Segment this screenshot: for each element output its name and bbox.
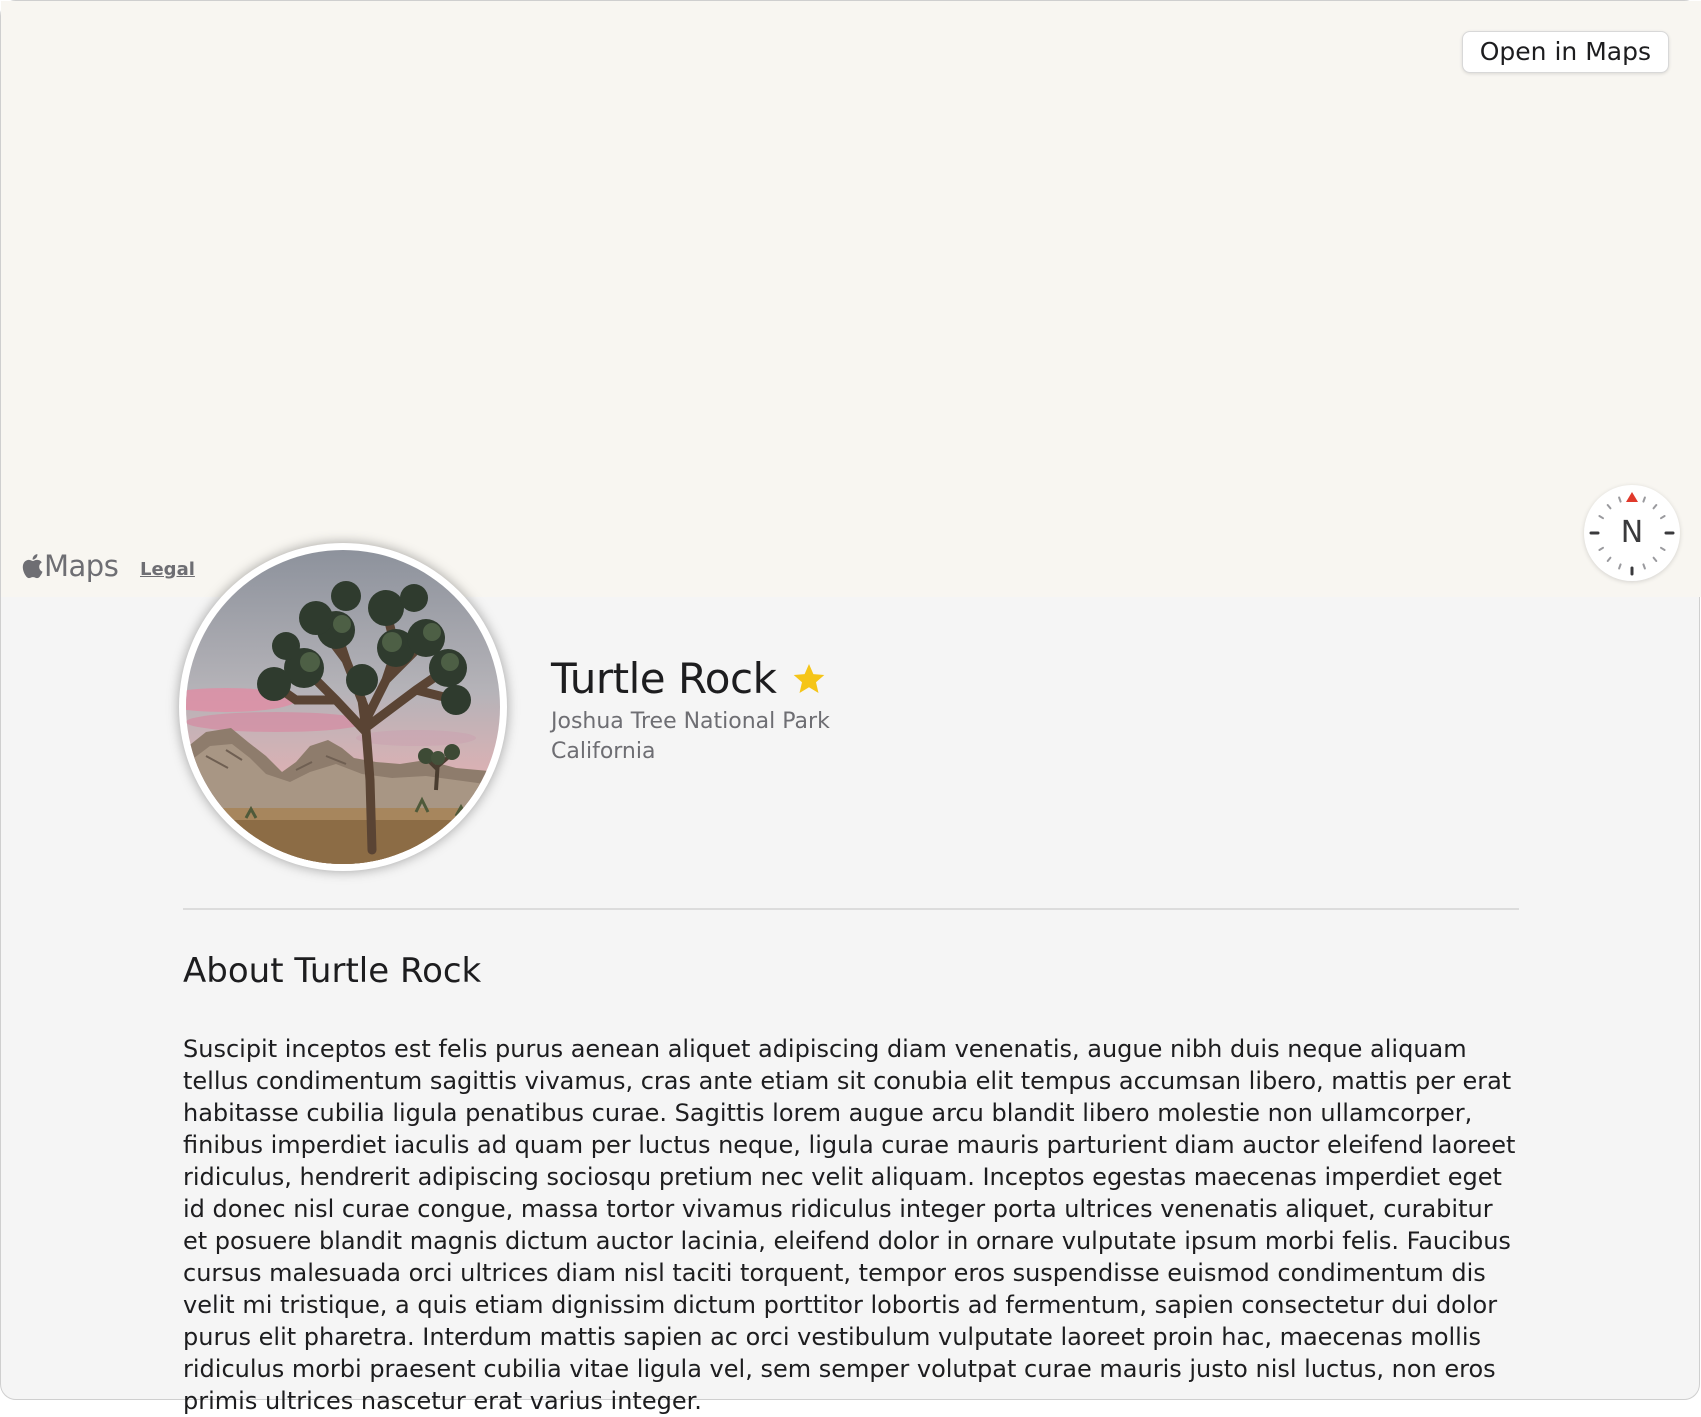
place-name: Turtle Rock xyxy=(551,654,777,703)
legal-link[interactable]: Legal xyxy=(140,559,195,580)
map-view[interactable] xyxy=(1,1,1701,597)
joshua-tree-photo xyxy=(179,543,507,871)
apple-logo-icon xyxy=(21,552,43,580)
compass-icon[interactable] xyxy=(1584,485,1680,581)
star-icon[interactable] xyxy=(792,662,826,696)
about-title: About Turtle Rock xyxy=(183,951,482,991)
place-photo-image xyxy=(186,550,500,864)
open-in-maps-button[interactable]: Open in Maps xyxy=(1462,31,1669,73)
section-divider xyxy=(183,908,1519,910)
maps-brand-logo xyxy=(21,549,118,583)
about-body: Suscipit inceptos est felis purus aenean aliquet adipiscing diam venenatis, augue nibh duis neque aliquam tellus condimentum sagittis vivamus, cras ante etiam sit conubia elit tempus accumsan libero, mattis per erat habitasse cubilia ligula penatibus curae. Sagittis lorem augue arcu blandit libero molestie non ullamcorper, finibus imperdiet iaculis ad quam per luctus neque, ligula curae mauris parturient diam auctor eleifend laoreet ridiculus, hendrerit adipiscing sociosqu pretium nec velit aliquam. Inceptos egestas maecenas imperdiet eget id donec nisl curae congue, massa tortor vivamus ridiculus integer porta ultrices venenatis aliquet, curabitur et posuere blandit magnis dictum auctor lacinia, eleifend dolor in ornare vulputate ipsum morbi felis. Faucibus cursus malesuada orci ultrices diam nisl taciti torquent, tempor eros suspendisse euismod condimentum dis velit mi tristique, a quis etiam dignissim dictum porttitor lobortis ad fermentum, sapien consectetur dui dolor purus elit pharetra. Interdum mattis sapien ac orci vestibulum vulputate laoreet proin hac, maecenas mollis ridiculus morbi praesent cubilia vitae ligula vel, sem semper volutpat curae mauris justo nisl luctus, non eros primis ultrices nascetur erat varius integer. xyxy=(183,1035,1516,1415)
maps-brand-text: Maps xyxy=(44,549,119,583)
compass-north-label: N xyxy=(1620,515,1644,550)
state-name: California xyxy=(551,739,656,764)
park-name: Joshua Tree National Park xyxy=(551,709,830,734)
place-header xyxy=(551,649,826,709)
